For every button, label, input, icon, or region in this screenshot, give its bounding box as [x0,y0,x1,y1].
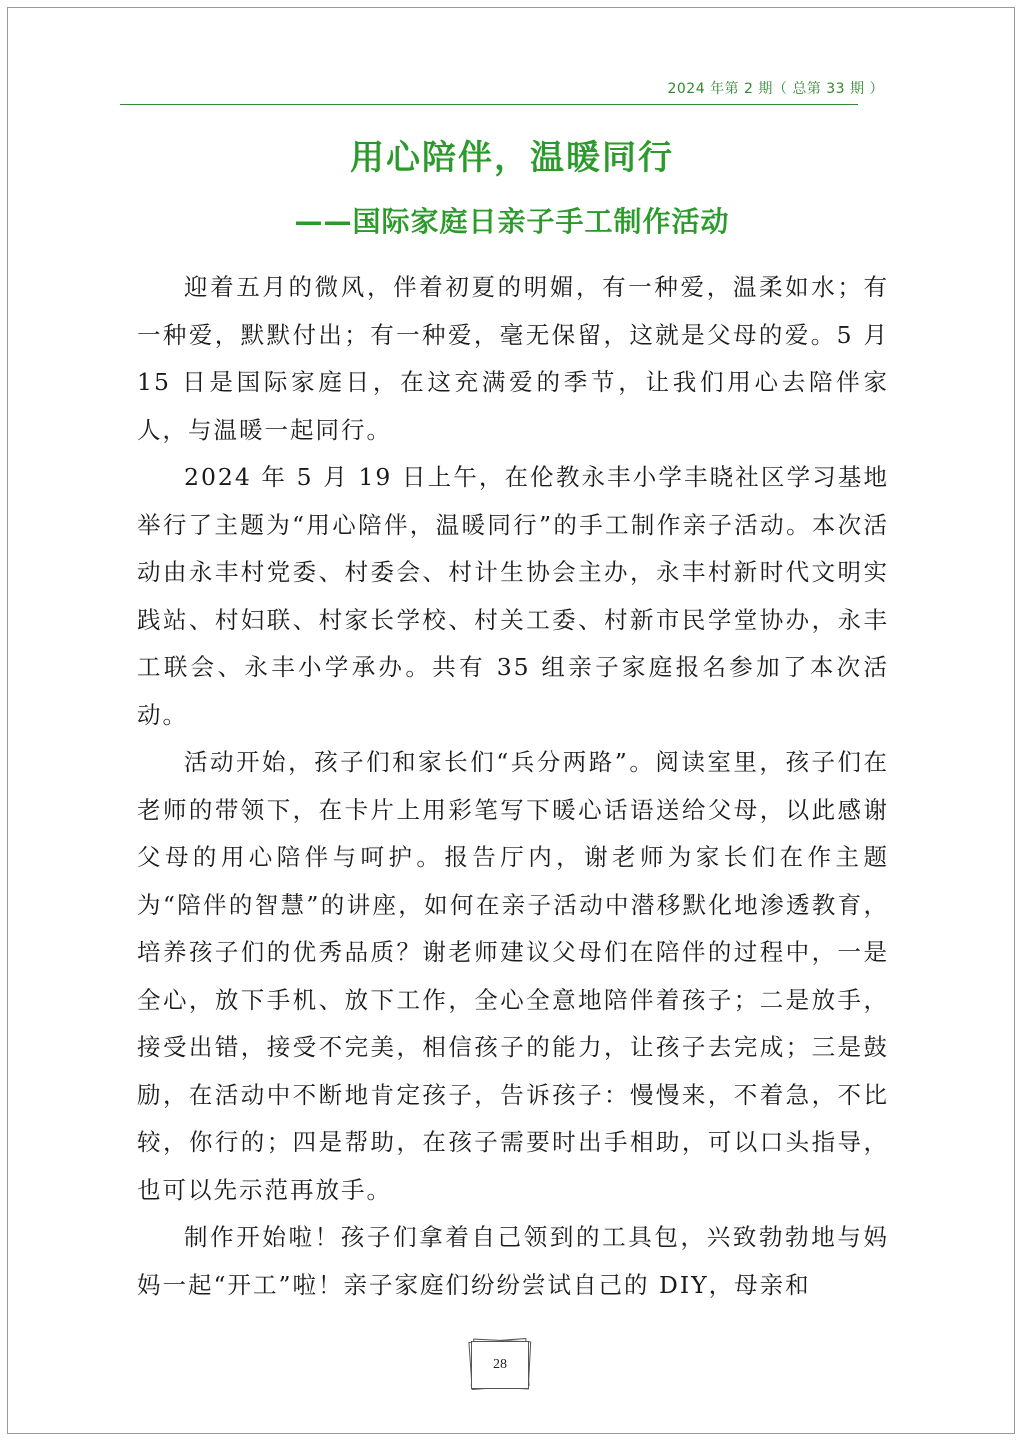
paragraph: 2024 年 5 月 19 日上午，在伦教永丰小学丰晓社区学习基地举行了主题为“用心陪伴，温暖同行”的手工制作亲子活动。本次活动由永丰村党委、村委会、村计生协会主办，永丰村新时代文明实践站、村妇联、村家长学校、村关工委、村新市民学堂协办，永丰工联会、永丰小学承办。共有 35 组亲子家庭报名参加了本次活动。 [137,463,889,729]
issue-header: 2024 年第 2 期（ 总第 33 期 ） [667,81,884,97]
page-number-frame [470,1340,532,1390]
paragraph: 制作开始啦！孩子们拿着自己领到的工具包，兴致勃勃地与妈妈一起“开工”啦！亲子家庭们纷纷尝试自己的 DIY，母亲和 [137,1223,889,1299]
article-title: 用心陪伴，温暖同行 [350,138,674,178]
paragraph: 迎着五月的微风，伴着初夏的明媚，有一种爱，温柔如水；有一种爱，默默付出；有一种爱，毫无保留，这就是父母的爱。5 月 15 日是国际家庭日，在这充满爱的季节，让我们用心去陪伴家人，与温暖一起同行。 [137,273,889,444]
page-number: 28 [493,1357,507,1372]
header-rule [120,104,858,105]
article-subtitle: ——国际家庭日亲子手工制作活动 [294,205,730,238]
paragraph: 活动开始，孩子们和家长们“兵分两路”。阅读室里，孩子们在老师的带领下，在卡片上用彩笔写下暖心话语送给父母，以此感谢父母的用心陪伴与呵护。报告厅内，谢老师为家长们在作主题为“陪伴的智慧”的讲座，如何在亲子活动中潜移默化地渗透教育，培养孩子们的优秀品质？谢老师建议父母们在陪伴的过程中，一是全心，放下手机、放下工作，全心全意地陪伴着孩子；二是放手，接受出错，接受不完美，相信孩子的能力，让孩子去完成；三是鼓励，在活动中不断地肯定孩子，告诉孩子：慢慢来，不着急，不比较，你行的；四是帮助，在孩子需要时出手相助，可以口头指导，也可以先示范再放手。 [137,748,889,1204]
article-body [137,264,889,1309]
